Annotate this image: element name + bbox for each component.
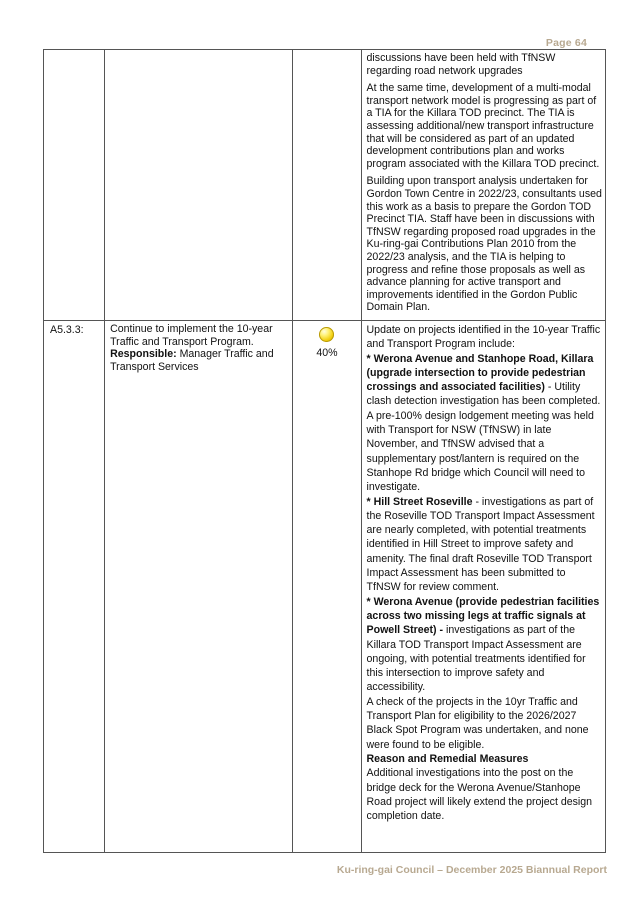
table-row-continuation <box>44 50 606 321</box>
code-cell <box>44 321 105 853</box>
progress-report-table <box>43 49 606 853</box>
comment-cell <box>361 321 605 853</box>
comment-intro: Update on projects identified in the 10-year Traffic and Transport Program include: <box>366 324 601 351</box>
project-item-hill-street <box>367 495 602 595</box>
project-update: - investigations as part of the Roseville TOD Transport Impact Assessment are nearly completed, with potential treatments identified in Hill Street to improve safety and amenity. The final draft Roseville TOD Transport Impact Assessment has been submitted to TfNSW for review comment. <box>366 495 595 594</box>
project-item-werona-powell <box>367 595 602 695</box>
comment-paragraph: discussions have been held with TfNSW regarding road network upgrades <box>366 52 556 77</box>
table-row-a533 <box>44 321 606 853</box>
reason-text: Additional investigations into the post on the bridge deck for the Werona Avenue/Stanhope Road project will likely extend the project design completion date. <box>366 767 593 823</box>
action-description: Continue to implement the 10-year Traffic and Transport Program. <box>110 323 273 348</box>
status-cell-empty <box>293 50 361 321</box>
action-cell-empty <box>105 50 293 321</box>
progress-percent: 40% <box>316 347 338 359</box>
action-code: A5.3.3: <box>50 324 84 336</box>
comment-paragraph: Building upon transport analysis undertaken for Gordon Town Centre in 2022/23, consultants used this work as a basis to prepare the Gordon TOD Precinct TIA. Staff have been in discussions with TfNSW regarding proposed road upgrades in the Ku-ring-gai Contributions Plan 2010 from the 2022/23 analysis, and the TIA is helping to progress and refine those proposals as well as advance planning for active transport and improvements identified in the Gordon Public Domain Plan. <box>366 175 602 314</box>
project-update: investigations as part of the Killara TOD Transport Impact Assessment are ongoing, with potential treatments identified for this intersection to improve safety and accessibility. <box>366 624 586 694</box>
page-number: Page 64 <box>545 37 587 49</box>
responsible-label: Responsible: <box>110 348 177 361</box>
responsible-value: Manager Traffic and Transport Services <box>110 348 274 373</box>
blackspot-check: A check of the projects in the 10yr Traffic and Transport Plan for eligibility to the 2026/2027 Black Spot Program was undertaken, and none were found to be eligible. <box>366 695 589 751</box>
yellow-status-light-icon <box>319 327 334 342</box>
project-update: - Utility clash detection investigation has been completed. A pre-100% design lodgement meeting was held with Transport for NSW (TfNSW) in late November, and TfNSW advised that a supplementary post/lantern is required on the Stanhope Rd bridge which Council will need to investigate. <box>366 381 601 494</box>
report-footer: Ku-ring-gai Council – December 2025 Biannual Report <box>336 864 607 876</box>
action-cell <box>105 321 293 853</box>
comment-cell-continuation <box>361 50 605 321</box>
status-cell <box>293 321 361 853</box>
responsible-line <box>110 348 289 373</box>
code-cell-empty <box>44 50 105 321</box>
project-title: * Werona Avenue and Stanhope Road, Killara (upgrade intersection to provide pedestrian crossings and associated facilities) <box>366 352 594 394</box>
reason-heading: Reason and Remedial Measures <box>366 752 529 765</box>
project-item-werona-stanhope <box>367 352 602 495</box>
project-title: * Hill Street Roseville <box>366 495 473 508</box>
project-title: * Werona Avenue (provide pedestrian facilities across two missing legs at traffic signals at Powell Street) - <box>366 595 600 637</box>
comment-paragraph: At the same time, development of a multi-modal transport network model is progressing as part of a TIA for the Killara TOD precinct. The TIA is assessing additional/new transport infrastructure that will be considered as part of an updated development contributions plan and works program associated with the Killara TOD precinct. <box>366 82 600 170</box>
